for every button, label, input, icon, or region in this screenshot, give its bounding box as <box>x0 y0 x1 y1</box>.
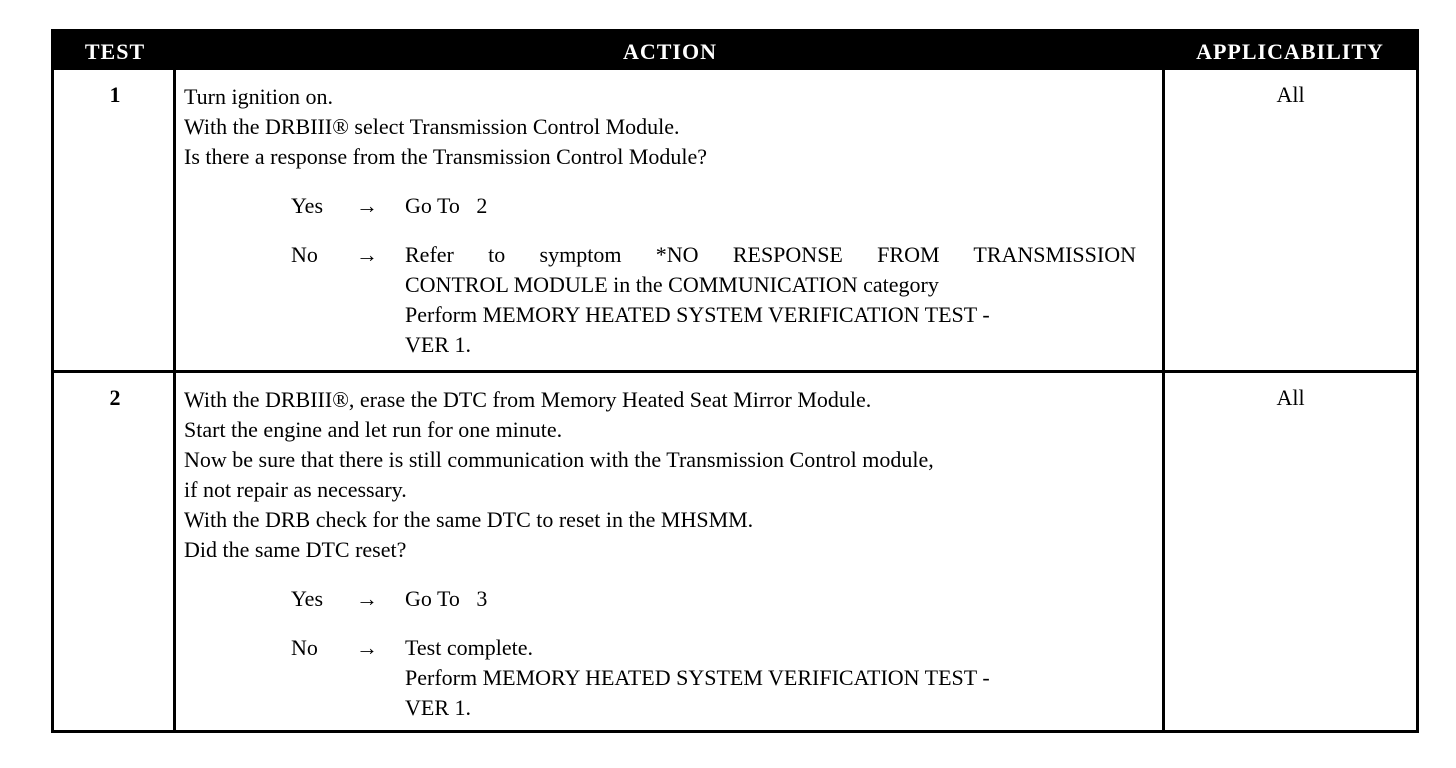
action-step: Is there a response from the Transmission Control Module? <box>184 144 708 169</box>
result-line: Perform MEMORY HEATED SYSTEM VERIFICATION TEST - <box>405 665 990 690</box>
diagnostic-table <box>51 29 1419 733</box>
no-label: No <box>291 635 318 660</box>
no-label: No <box>291 242 318 267</box>
applicability-cell: All <box>1276 385 1305 410</box>
arrow-icon: → <box>356 242 378 267</box>
yes-branch <box>184 191 1159 221</box>
action-step: With the DRBIII® select Transmission Control Module. <box>184 114 680 139</box>
arrow-icon: → <box>356 586 378 611</box>
action-step: Start the engine and let run for one minute. <box>184 417 563 442</box>
result-line: Test complete. <box>405 635 533 660</box>
result-line: VER 1. <box>405 332 471 357</box>
action-step: Turn ignition on. <box>184 84 333 109</box>
yes-result <box>405 584 1160 614</box>
result-line: Go To 3 <box>405 586 488 611</box>
action-step: Did the same DTC reset? <box>184 537 407 562</box>
applicability-cell: All <box>1276 82 1305 107</box>
action-step: Now be sure that there is still communication with the Transmission Control module, <box>184 447 934 472</box>
action-step: if not repair as necessary. <box>184 477 407 502</box>
header-applicability: APPLICABILITY <box>1196 39 1384 64</box>
test-number: 1 <box>109 82 121 107</box>
header-test: TEST <box>84 39 146 64</box>
header-action: ACTION <box>622 39 717 64</box>
yes-result <box>405 191 1160 221</box>
result-line: Refer to symptom *NO RESPONSE FROM TRANSMISSION <box>405 242 1136 267</box>
test-number: 2 <box>109 385 121 410</box>
action-cell <box>184 385 1159 723</box>
result-line: Perform MEMORY HEATED SYSTEM VERIFICATION TEST - <box>405 302 990 327</box>
arrow-icon: → <box>356 193 378 218</box>
no-result <box>405 240 1136 360</box>
action-step: With the DRBIII®, erase the DTC from Memory Heated Seat Mirror Module. <box>184 387 872 412</box>
arrow-icon: → <box>356 635 378 660</box>
action-cell <box>184 82 1159 360</box>
result-line: CONTROL MODULE in the COMMUNICATION category <box>405 272 939 297</box>
table-header <box>54 32 1416 70</box>
yes-label: Yes <box>291 586 324 611</box>
yes-branch <box>184 584 1159 614</box>
action-step: With the DRB check for the same DTC to reset in the MHSMM. <box>184 507 754 532</box>
result-line: VER 1. <box>405 695 471 720</box>
table-row <box>54 373 1416 730</box>
no-branch <box>184 240 1159 360</box>
result-line: Go To 2 <box>405 193 488 218</box>
no-result <box>405 633 1136 723</box>
no-branch <box>184 633 1159 723</box>
table-row <box>54 70 1416 370</box>
yes-label: Yes <box>291 193 324 218</box>
